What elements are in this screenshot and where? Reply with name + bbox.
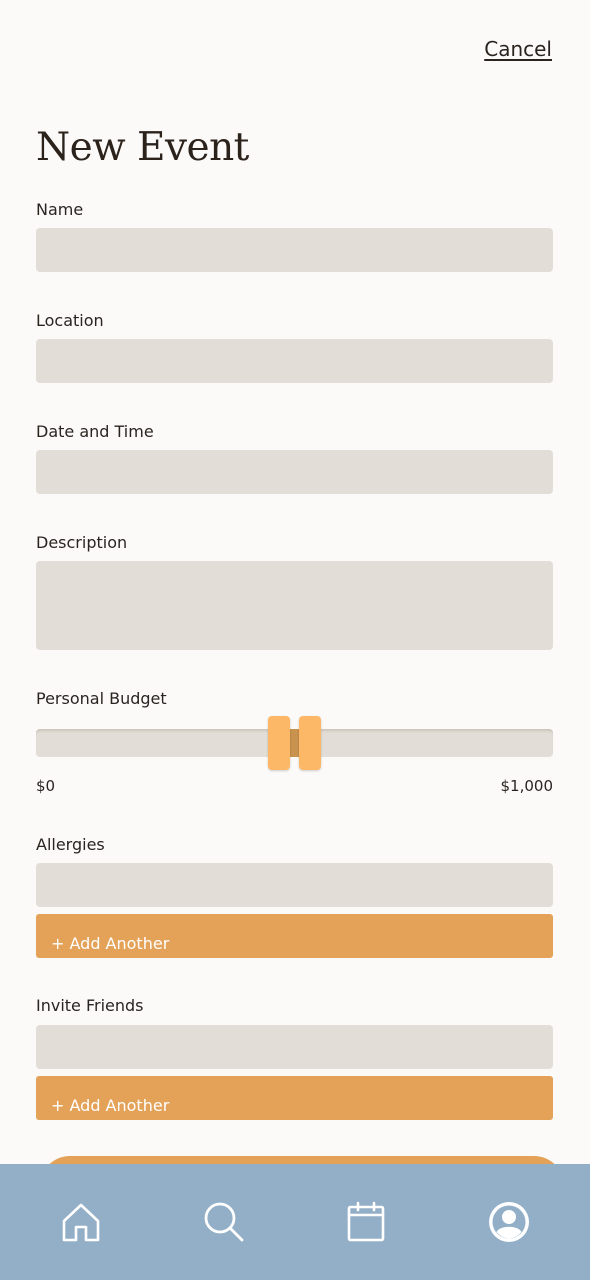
invite-friends-label: Invite Friends	[36, 996, 144, 1015]
description-label: Description	[36, 533, 128, 552]
budget-max-label: $1,000	[500, 777, 553, 795]
budget-slider-thumb-high[interactable]	[299, 716, 321, 770]
cancel-link[interactable]: Cancel	[484, 37, 552, 61]
allergies-input[interactable]	[36, 863, 553, 907]
nav-home-button[interactable]	[49, 1190, 113, 1254]
allergies-label: Allergies	[36, 835, 105, 854]
budget-slider-track[interactable]	[36, 729, 553, 757]
page-title: New Event	[36, 125, 249, 170]
nav-search-button[interactable]	[192, 1190, 256, 1254]
datetime-input[interactable]	[36, 450, 553, 494]
budget-min-label: $0	[36, 777, 56, 795]
datetime-label: Date and Time	[36, 422, 154, 441]
invite-friends-input[interactable]	[36, 1025, 553, 1069]
add-allergy-button[interactable]: + Add Another	[36, 914, 553, 958]
add-friend-button[interactable]: + Add Another	[36, 1076, 553, 1120]
nav-profile-button[interactable]	[477, 1190, 541, 1254]
name-input[interactable]	[36, 228, 553, 272]
profile-icon	[487, 1200, 531, 1244]
budget-label: Personal Budget	[36, 689, 167, 708]
bottom-nav	[0, 1164, 590, 1280]
budget-slider-thumb-low[interactable]	[268, 716, 290, 770]
description-textarea[interactable]	[36, 561, 553, 650]
search-icon	[202, 1200, 246, 1244]
name-label: Name	[36, 200, 84, 219]
calendar-icon	[344, 1200, 388, 1244]
location-label: Location	[36, 311, 104, 330]
location-input[interactable]	[36, 339, 553, 383]
home-icon	[59, 1200, 103, 1244]
nav-calendar-button[interactable]	[334, 1190, 398, 1254]
